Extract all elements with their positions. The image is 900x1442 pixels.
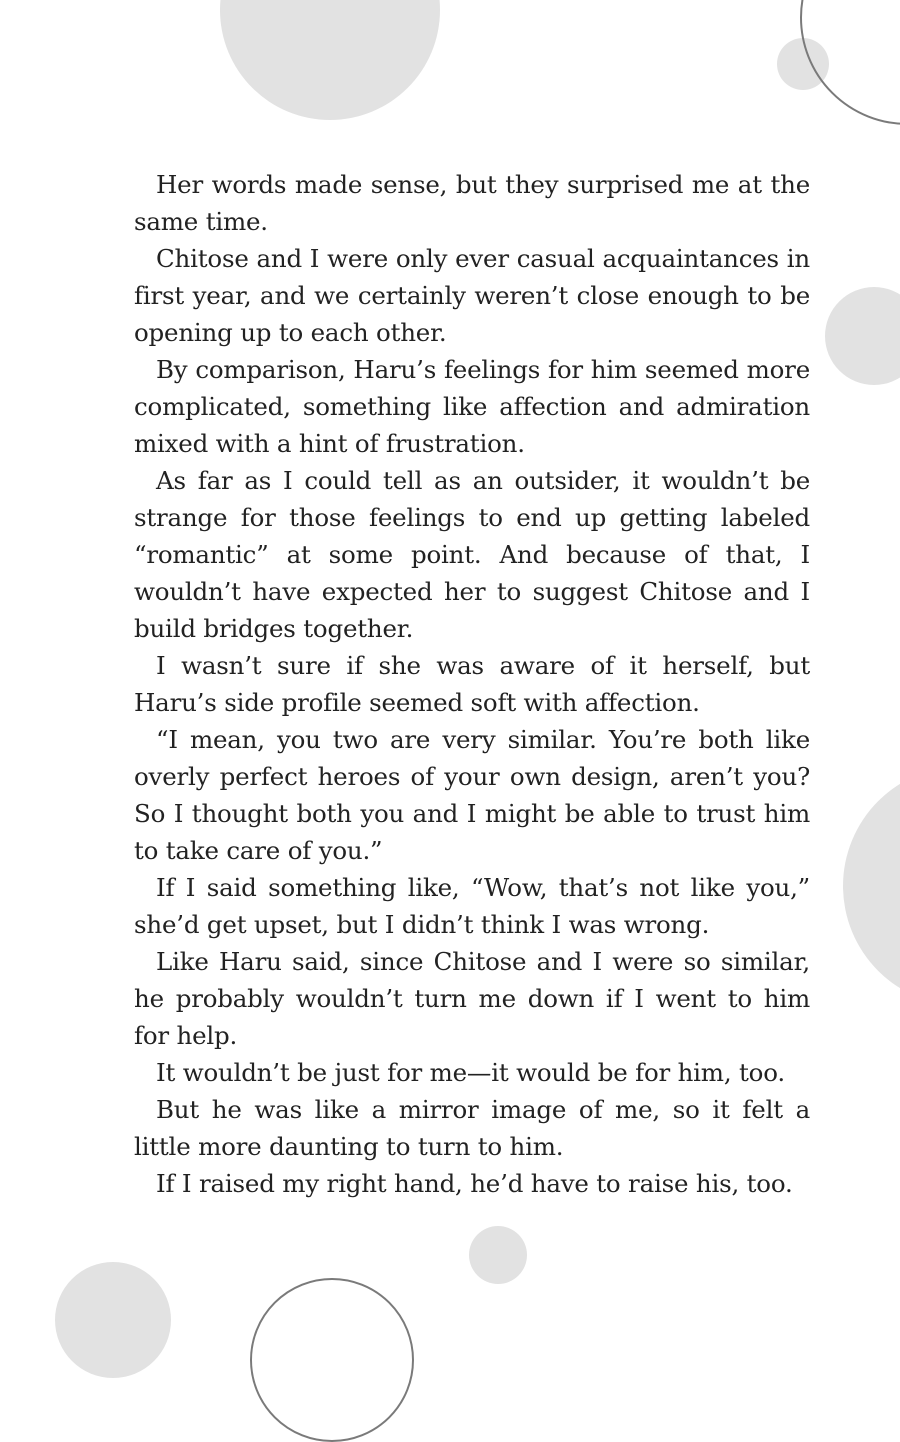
paragraph: But he was like a mirror image of me, so it felt a little more daunting to turn to him. xyxy=(134,1095,810,1161)
paragraph: If I raised my right hand, he’d have to raise his, too. xyxy=(156,1169,793,1198)
paragraph: If I said something like, “Wow, that’s not like you,” she’d get upset, but I didn’t think I was wrong. xyxy=(134,873,810,939)
decorative-circle-bottom-center xyxy=(469,1226,527,1284)
paragraph: I wasn’t sure if she was aware of it herself, but Haru’s side profile seemed soft with affection. xyxy=(134,651,810,717)
decorative-circle-top-large xyxy=(220,0,440,120)
decorative-circle-right-lower xyxy=(843,766,900,1006)
decorative-circle-bottom-left xyxy=(55,1262,171,1378)
paragraph: It wouldn’t be just for me—it would be for him, too. xyxy=(156,1058,785,1087)
paragraph: Like Haru said, since Chitose and I were so similar, he probably wouldn’t turn me down if I went to him for help. xyxy=(134,947,810,1050)
paragraph: Her words made sense, but they surprised me at the same time. xyxy=(134,170,810,236)
decorative-ring-top-right xyxy=(800,0,900,125)
decorative-ring-bottom xyxy=(250,1278,414,1442)
paragraph: “I mean, you two are very similar. You’re both like overly perfect heroes of your own design, aren’t you? So I thought both you and I might be able to trust him to take care of you.” xyxy=(134,725,810,865)
paragraph: By comparison, Haru’s feelings for him seemed more complicated, something like affection and admiration mixed with a hint of frustration. xyxy=(134,355,810,458)
paragraph: Chitose and I were only ever casual acquaintances in first year, and we certainly weren’t close enough to be opening up to each other. xyxy=(134,244,810,347)
body-text xyxy=(134,166,810,1202)
decorative-circle-right-middle xyxy=(825,287,900,385)
paragraph: As far as I could tell as an outsider, it wouldn’t be strange for those feelings to end up getting labeled “romantic” at some point. And because of that, I wouldn’t have expected her to suggest Chitose and I build bridges together. xyxy=(134,466,810,643)
